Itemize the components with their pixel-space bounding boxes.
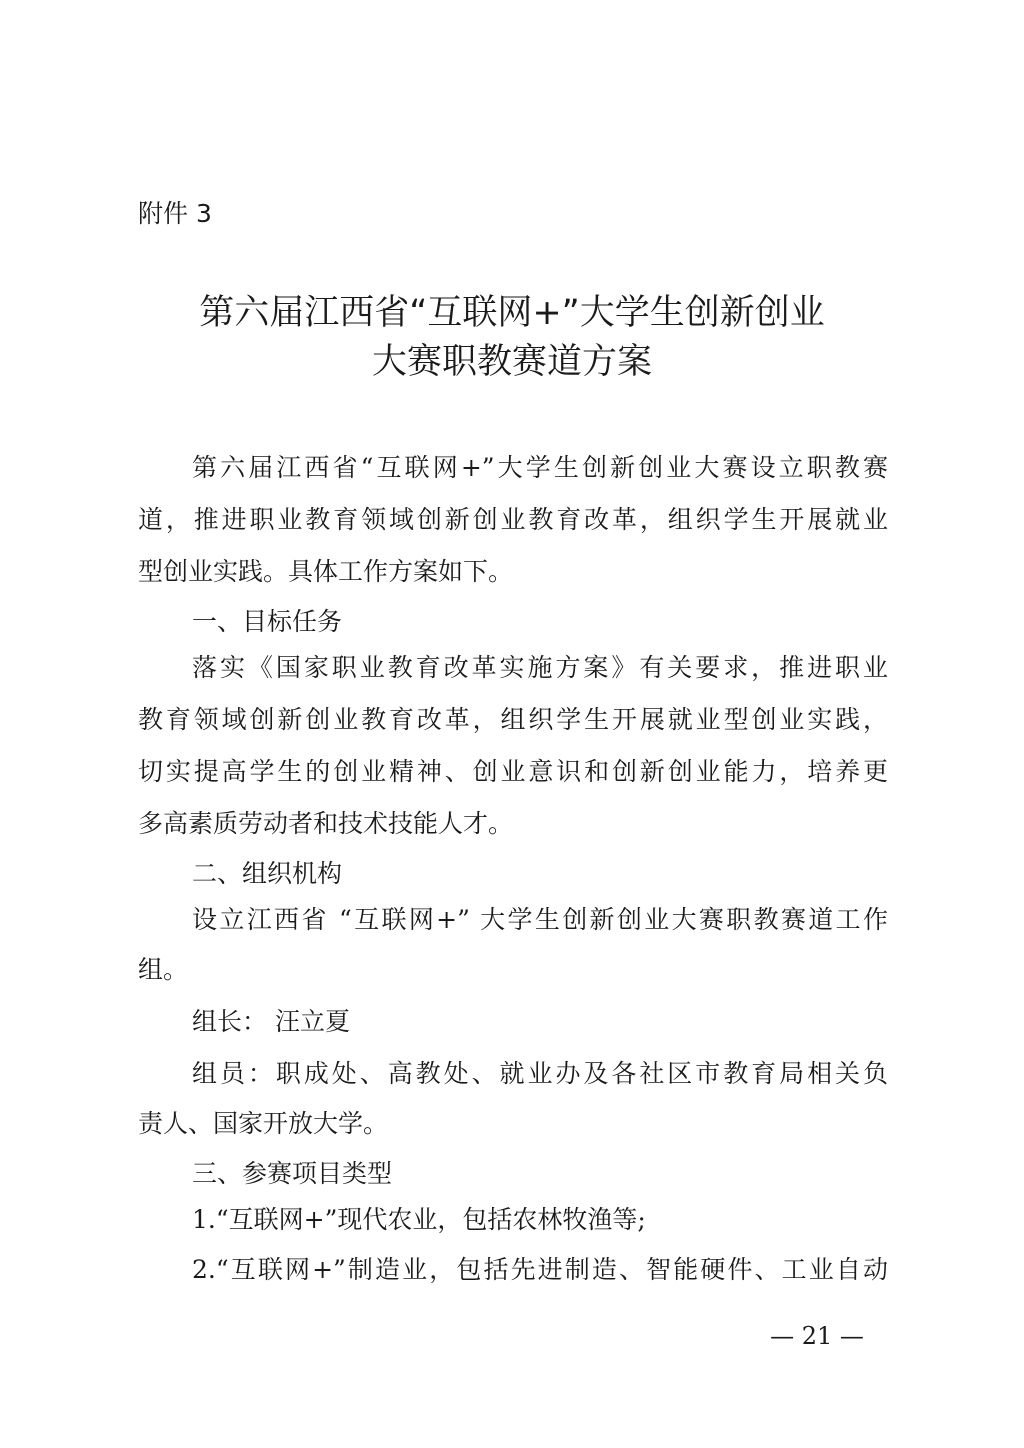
section-heading-project-types: 三、参赛项目类型 xyxy=(192,1159,393,1188)
document-title-line-2: 大赛职教赛道方案 xyxy=(371,342,652,382)
page-number: — 21 — xyxy=(770,1322,864,1350)
organization-leader: 组长： 汪立夏 xyxy=(192,1007,350,1036)
goals-line-1: 落实《国家职业教育改革实施方案》有关要求，推进职业 xyxy=(192,653,888,682)
document-title-line-1: 第六届江西省“互联网+”大学生创新创业 xyxy=(199,293,825,333)
intro-line-3: 型创业实践。具体工作方案如下。 xyxy=(138,557,514,586)
organization-members-line-1: 组员：职成处、高教处、就业办及各社区市教育局相关负 xyxy=(192,1059,888,1088)
intro-line-1: 第六届江西省“互联网+”大学生创新创业大赛设立职教赛 xyxy=(192,453,888,482)
organization-line-2: 组。 xyxy=(138,955,189,984)
project-type-item-2: 2.“互联网+”制造业，包括先进制造、智能硬件、工业自动 xyxy=(192,1255,888,1284)
attachment-label: 附件 3 xyxy=(138,199,212,228)
goals-line-4: 多高素质劳动者和技术技能人才。 xyxy=(138,809,514,838)
intro-line-2: 道，推进职业教育领域创新创业教育改革，组织学生开展就业 xyxy=(138,505,888,534)
section-heading-goals: 一、目标任务 xyxy=(192,607,343,636)
goals-line-2: 教育领域创新创业教育改革，组织学生开展就业型创业实践， xyxy=(138,705,888,734)
organization-members-line-2: 责人、国家开放大学。 xyxy=(138,1109,389,1138)
organization-line-1: 设立江西省 “互联网+” 大学生创新创业大赛职教赛道工作 xyxy=(192,905,888,934)
project-type-item-1: 1.“互联网+”现代农业，包括农林牧渔等; xyxy=(192,1205,646,1234)
section-heading-organization: 二、组织机构 xyxy=(192,859,343,888)
goals-line-3: 切实提高学生的创业精神、创业意识和创新创业能力，培养更 xyxy=(138,757,888,786)
